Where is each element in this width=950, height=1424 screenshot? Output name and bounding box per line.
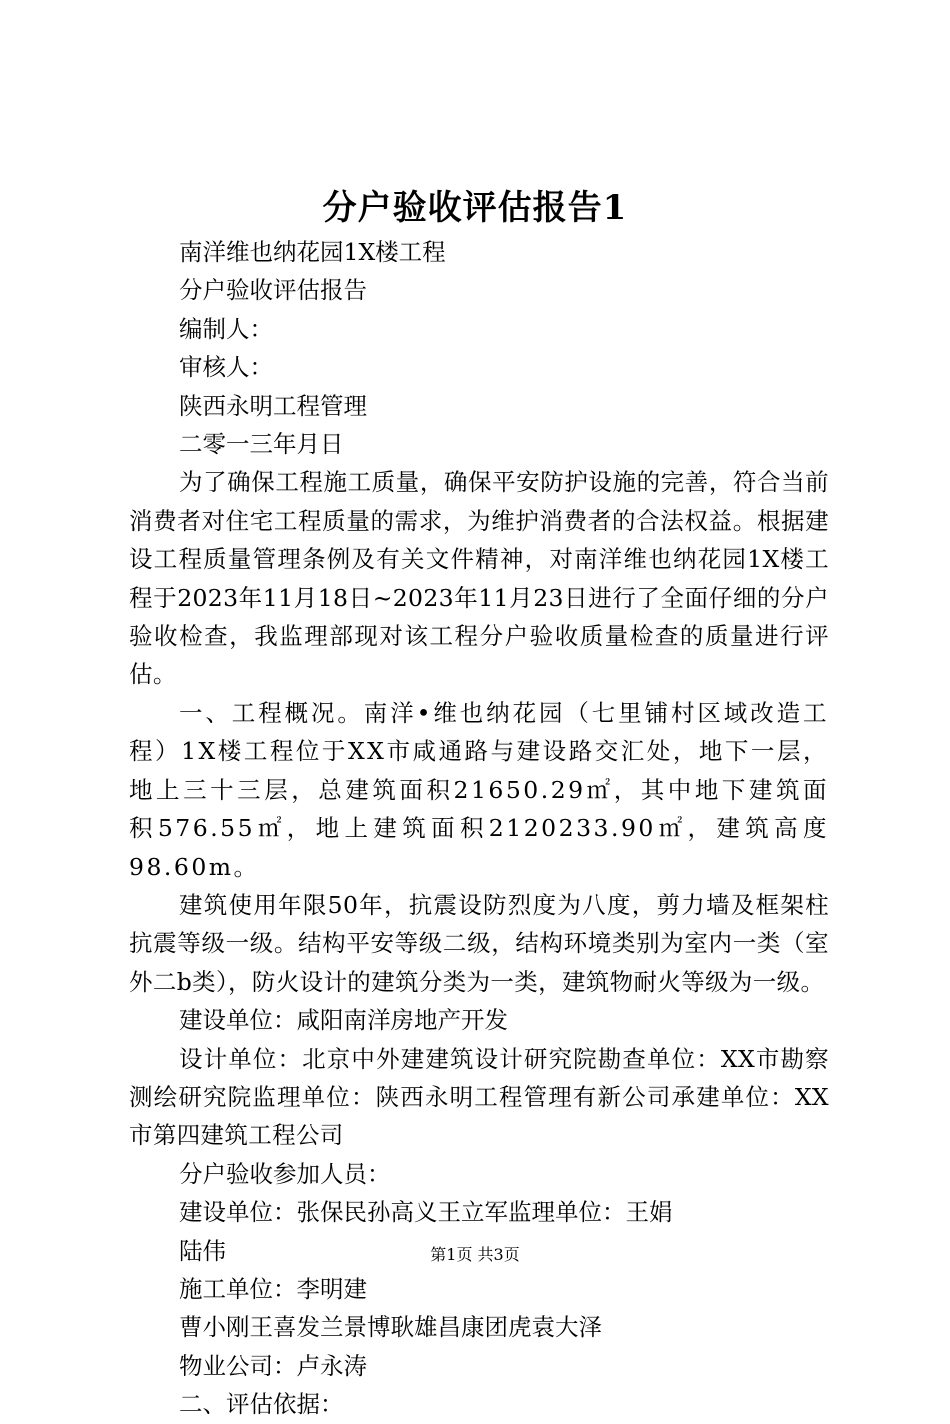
structure-paragraph: 建筑使用年限50年，抗震设防烈度为八度，剪力墙及框架柱抗震等级一级。结构平安等级二级，结构环境类别为室内一类（室外二b类），防火设计的建筑分类为一类，建筑物耐火等级为一级。 [129, 890, 829, 996]
contractor-line: 施工单位：李明建 [179, 1274, 367, 1303]
overview-paragraph: 一、工程概况。南洋•维也纳花园（七里铺村区域改造工程）1X楼工程位于XX市咸通路与建设路交汇处，地下一层，地上三十三层，总建筑面积21650.29㎡，其中地下建筑面积576.55㎡，地上建筑面积2120233.90㎡，建筑高度98.60m。 [129, 698, 829, 881]
units-paragraph: 设计单位：北京中外建建筑设计研究院勘查单位：XX市勘察测绘研究院监理单位：陕西永明工程管理有新公司承建单位：XX市第四建筑工程公司 [129, 1044, 829, 1150]
intro-paragraph: 为了确保工程施工质量，确保平安防护设施的完善，符合当前消费者对住宅工程质量的需求，为维护消费者的合法权益。根据建设工程质量管理条例及有关文件精神，对南洋维也纳花园1X楼工程于2023年11月18日~2023年11月23日进行了全面仔细的分户验收检查，我监理部现对该工程分户验收质量检查的质量进行评估。 [129, 468, 829, 689]
contractor-staff-line: 曹小刚王喜发兰景博耿雄昌康团虎袁大泽 [179, 1313, 602, 1342]
document-title: 分户验收评估报告1 [322, 188, 628, 228]
author-line: 编制人： [179, 314, 273, 343]
company-line: 陕西永明工程管理 [179, 391, 367, 420]
property-company-line: 物业公司：卢永涛 [179, 1351, 367, 1380]
page-footer: 第1页 共3页 [430, 1245, 520, 1264]
reviewer-line: 审核人： [179, 353, 273, 382]
section-2-heading: 二、评估依据： [179, 1390, 344, 1419]
developer-line: 建设单位：咸阳南洋房地产开发 [179, 1006, 508, 1035]
participants-heading: 分户验收参加人员： [179, 1159, 391, 1188]
date-line: 二零一三年月日 [179, 430, 344, 459]
supervisor-extra-line: 陆伟 [179, 1236, 226, 1265]
report-name-line: 分户验收评估报告 [179, 276, 367, 305]
builder-participants-line: 建设单位：张保民孙高义王立军监理单位：王娟 [179, 1198, 673, 1227]
project-name-line: 南洋维也纳花园1X楼工程 [179, 238, 446, 266]
